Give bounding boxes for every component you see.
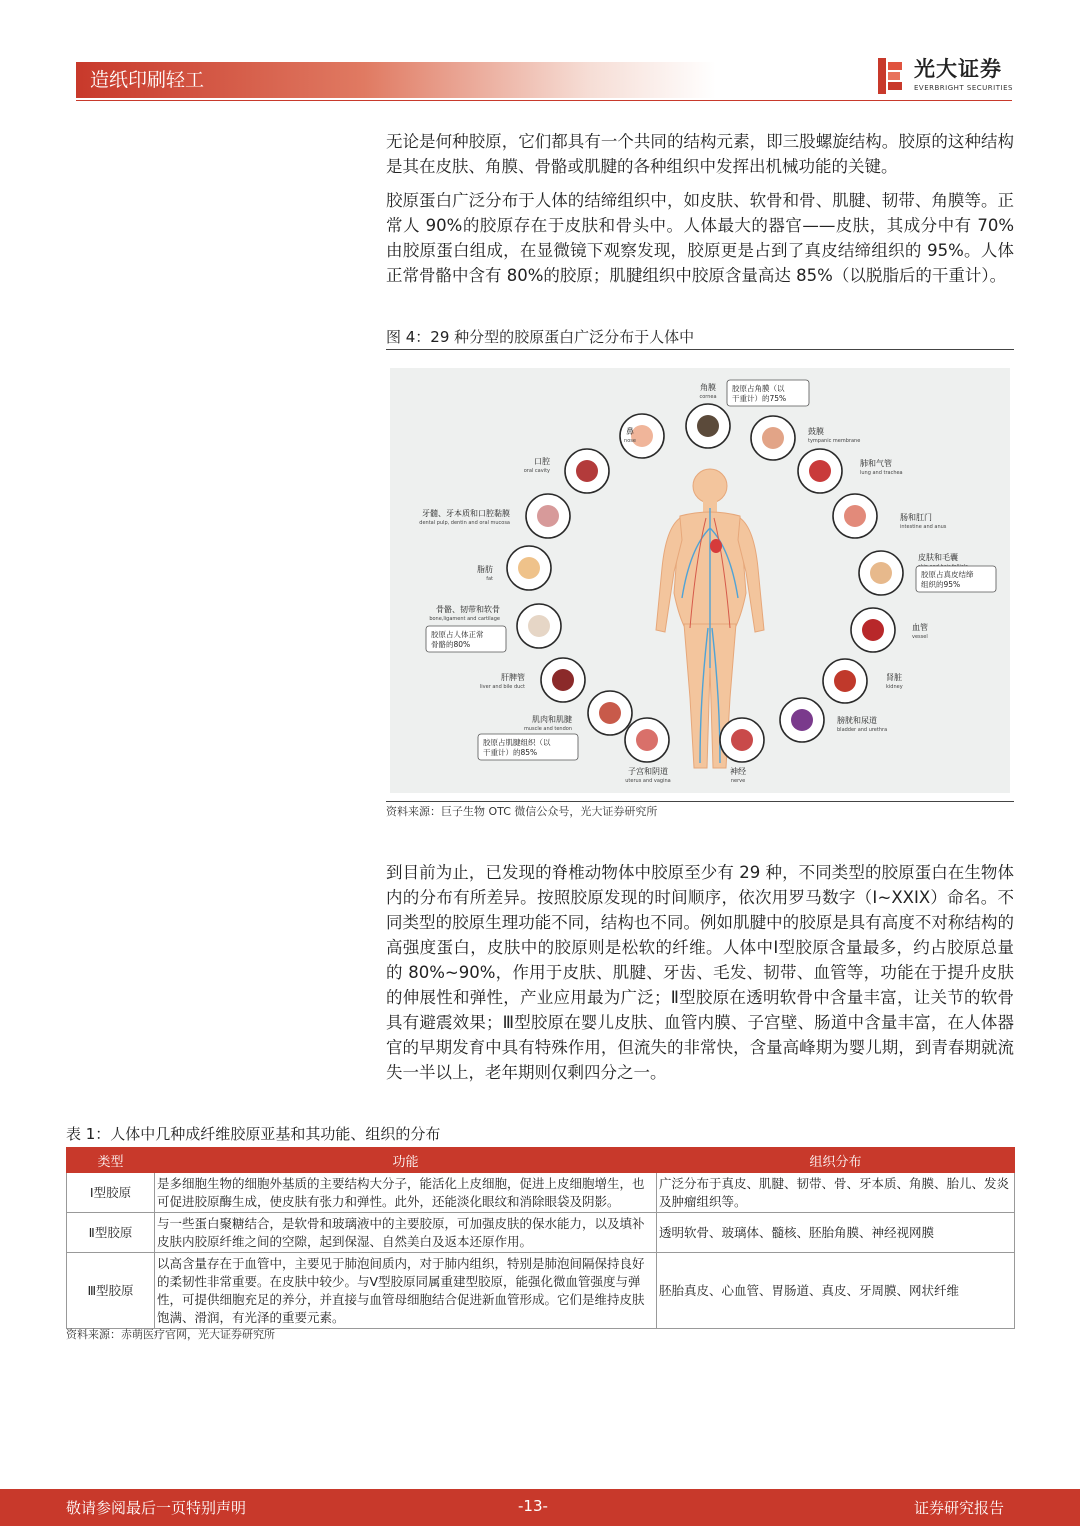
nerve-icon xyxy=(731,729,753,751)
skin-icon xyxy=(870,562,892,584)
organ-label-cn: 膀胱和尿道 xyxy=(837,716,877,725)
callout-cornea xyxy=(727,380,809,406)
organ-label-cn: 肝脾管 xyxy=(501,673,525,682)
callout-text: 骨骼的80% xyxy=(431,640,471,649)
muscle-icon xyxy=(599,702,621,724)
callout-text: 胶原占角膜（以 xyxy=(732,384,785,393)
figure-caption: 图 4：29 种分型的胶原蛋白广泛分布于人体中 xyxy=(386,328,695,346)
callout-text: 胶原占人体正常 xyxy=(431,630,484,639)
organ-label-cn: 脂肪 xyxy=(477,565,493,574)
callout-text: 胶原占真皮结缔 xyxy=(921,570,974,579)
organ-label-en: liver and bile duct xyxy=(479,684,525,690)
organ-label-en: tympanic membrane xyxy=(808,438,861,444)
organ-label-en: uterus and vagina xyxy=(625,778,671,784)
page-number: -13- xyxy=(518,1497,548,1515)
organ-label-en: kidney xyxy=(886,684,903,690)
body-collagen-figure xyxy=(390,368,1010,793)
organ-label-cn: 血管 xyxy=(912,623,928,632)
callout-text: 胶原占肌腱组织（以 xyxy=(483,738,551,747)
organ-label-en: muscle and tendon xyxy=(523,726,572,732)
organ-label-cn: 鼓膜 xyxy=(808,427,824,436)
cell-function: 与一些蛋白聚糖结合，是软骨和玻璃液中的主要胶原，可加强皮肤的保水能力，以及填补皮肤内胶原纤维之间的空隙，起到保湿、自然美白及返本还原作用。 xyxy=(155,1213,657,1253)
uterus-icon xyxy=(636,729,658,751)
organ-label-en: bladder and urethra xyxy=(837,727,888,733)
eye-icon xyxy=(697,415,719,437)
paragraph-3: 到目前为止，已发现的脊椎动物体中胶原至少有 29 种，不同类型的胶原蛋白在生物体内的分布有所差异。按照胶原发现的时间顺序，依次用罗马数字（Ⅰ~XXIX）命名。不同类型的胶原生理功能不同，结构也不同。例如肌腱中的胶原是具有高度不对称结构的高强度蛋白，皮肤中的胶原则是松软的纤维。人体中Ⅰ型胶原含量最多，约占胶原总量的 80%~90%，作用于皮肤、肌腱、牙齿、毛发、韧带、血管等，功能在于提升皮肤的伸展性和弹性，产业应用最为广泛；Ⅱ型胶原在透明软骨中含量丰富，让关节的软骨具有避震效果；Ⅲ型胶原在婴儿皮肤、血管内膜、子宫壁、肠道中含量丰富，在人体器官的早期发育中具有特殊作用，但流失的非常快，含量高峰期为婴儿期，到青春期就流失一半以上，老年期则仅剩四分之一。 xyxy=(386,863,1014,1082)
organ-label-en: vessel xyxy=(912,634,928,640)
everbright-logo-icon xyxy=(878,58,904,94)
header-distribution: 组织分布 xyxy=(657,1148,1015,1173)
cell-distribution: 透明软骨、玻璃体、髓核、胚胎角膜、神经视网膜 xyxy=(657,1213,1015,1253)
tooth-icon xyxy=(537,505,559,527)
organ-label-en: intestine and anus xyxy=(900,524,947,530)
footer-disclaimer: 敬请参阅最后一页特别声明 xyxy=(66,1499,247,1517)
callout-text: 组织的95% xyxy=(921,580,961,589)
bone-icon xyxy=(528,615,550,637)
vessel-icon xyxy=(862,619,884,641)
figure-rule-top xyxy=(386,349,1014,350)
callout-text: 干重计）的85% xyxy=(483,748,538,757)
table-caption: 表 1：人体中几种成纤维胶原亚基和其功能、组织的分布 xyxy=(66,1125,441,1143)
organ-label-cn: 口腔 xyxy=(534,457,550,466)
table-row xyxy=(67,1173,1015,1213)
collagen-types-table xyxy=(66,1147,1015,1329)
paragraph-1: 无论是何种胶原，它们都具有一个共同的结构元素，即三股螺旋结构。胶原的这种结构是其在皮肤、角膜、骨骼或肌腱的各种组织中发挥出机械功能的关键。 xyxy=(386,132,1014,176)
table-row xyxy=(67,1213,1015,1253)
section-title: 造纸印刷轻工 xyxy=(90,69,205,91)
mouth-icon xyxy=(576,460,598,482)
table-source: 资料来源：赤萌医疗官网，光大证券研究所 xyxy=(66,1328,275,1341)
cell-type: Ⅱ型胶原 xyxy=(67,1213,155,1253)
callout-bone xyxy=(426,626,506,652)
cell-type: Ⅰ型胶原 xyxy=(67,1173,155,1213)
organ-label-en: bone,ligament and cartilage xyxy=(429,616,500,622)
figure-rule-bottom xyxy=(386,801,1014,802)
lung-icon xyxy=(809,460,831,482)
callout-text: 干重计）的75% xyxy=(732,394,787,403)
table-row xyxy=(67,1253,1015,1329)
figure-canvas xyxy=(390,368,1010,793)
ear-icon xyxy=(762,427,784,449)
header-function: 功能 xyxy=(155,1148,657,1173)
organ-label-cn: 角膜 xyxy=(700,383,716,392)
table-header-row xyxy=(67,1148,1015,1173)
bladder-icon xyxy=(791,709,813,731)
logo-text-cn: 光大证券 xyxy=(914,57,1002,81)
organ-label-cn: 鼻 xyxy=(626,427,634,436)
intestine-icon xyxy=(844,505,866,527)
organ-label-en: fat xyxy=(486,576,493,582)
organ-label-cn: 皮肤和毛囊 xyxy=(918,553,958,562)
organ-nose xyxy=(620,414,664,458)
organ-label-cn: 肠和肛门 xyxy=(900,513,932,522)
organ-label-cn: 肺和气管 xyxy=(860,459,892,468)
cell-distribution: 广泛分布于真皮、肌腱、韧带、骨、牙本质、角膜、胎儿、发炎及肿瘤组织等。 xyxy=(657,1173,1015,1213)
callout-tendon xyxy=(478,734,578,760)
footer-bar xyxy=(0,1489,1080,1526)
logo-text-en: EVERBRIGHT SECURITIES xyxy=(914,84,1013,92)
organ-label-cn: 肾脏 xyxy=(886,673,902,682)
footer-report-type: 证券研究报告 xyxy=(913,1499,1004,1517)
organ-label-en: lung and trachea xyxy=(860,470,903,476)
logo xyxy=(878,56,1018,96)
organ-label-cn: 骨骼、韧带和软骨 xyxy=(436,605,500,614)
organ-label-en: nerve xyxy=(730,778,746,784)
cell-function: 是多细胞生物的细胞外基质的主要结构大分子，能活化上皮细胞，促进上皮细胞增生，也可促进胶原酶生成，使皮肤有张力和弹性。此外，还能淡化眼纹和消除眼袋及阴影。 xyxy=(155,1173,657,1213)
callout-skin xyxy=(916,566,996,592)
organ-label-cn: 神经 xyxy=(730,767,746,776)
liver-icon xyxy=(552,669,574,691)
organ-uterus xyxy=(625,718,671,784)
organ-label-cn: 子宫和阴道 xyxy=(628,767,668,776)
cell-distribution: 胚胎真皮、心血管、胃肠道、真皮、牙周膜、网状纤维 xyxy=(657,1253,1015,1329)
organ-label-cn: 肌肉和肌腱 xyxy=(532,715,572,724)
organ-label-cn: 牙髓、牙本质和口腔黏膜 xyxy=(422,509,510,518)
paragraph-2: 胶原蛋白广泛分布于人体的结缔组织中，如皮肤、软骨和骨、肌腱、韧带、角膜等。正常人 90%的胶原存在于皮肤和骨头中。人体最大的器官——皮肤，其成分中有 70%由胶原蛋白组成，在显微镜下观察发现，胶原更是占到了真皮结缔组织的 95%。人体正常骨骼中含有 80%的胶原；肌腱组织中胶原含量高达 85%（以脱脂后的干重计）。 xyxy=(386,191,1014,285)
organ-label-en: nose xyxy=(624,438,636,444)
header-rule xyxy=(76,100,1012,101)
kidney-icon xyxy=(834,670,856,692)
cell-function: 以高含量存在于血管中，主要见于肺泡间质内，对于肺内组织，特别是肺泡间隔保持良好的柔韧性非常重要。在皮肤中较少。与Ⅴ型胶原同属重建型胶原，能强化微血管强度与弹性，可提供细胞充足的养分，并直接与血管母细胞结合促进新血管形成。它们是维持皮肤饱满、滑润，有光泽的重要元素。 xyxy=(155,1253,657,1329)
fat-icon xyxy=(518,557,540,579)
organ-label-en: cornea xyxy=(699,394,717,400)
organ-label-en: oral cavity xyxy=(523,468,550,474)
organ-label-en: dental pulp, dentin and oral mucosa xyxy=(419,520,510,526)
cell-type: Ⅲ型胶原 xyxy=(67,1253,155,1329)
header-type: 类型 xyxy=(67,1148,155,1173)
figure-source: 资料来源：巨子生物 OTC 微信公众号，光大证券研究所 xyxy=(386,805,658,818)
